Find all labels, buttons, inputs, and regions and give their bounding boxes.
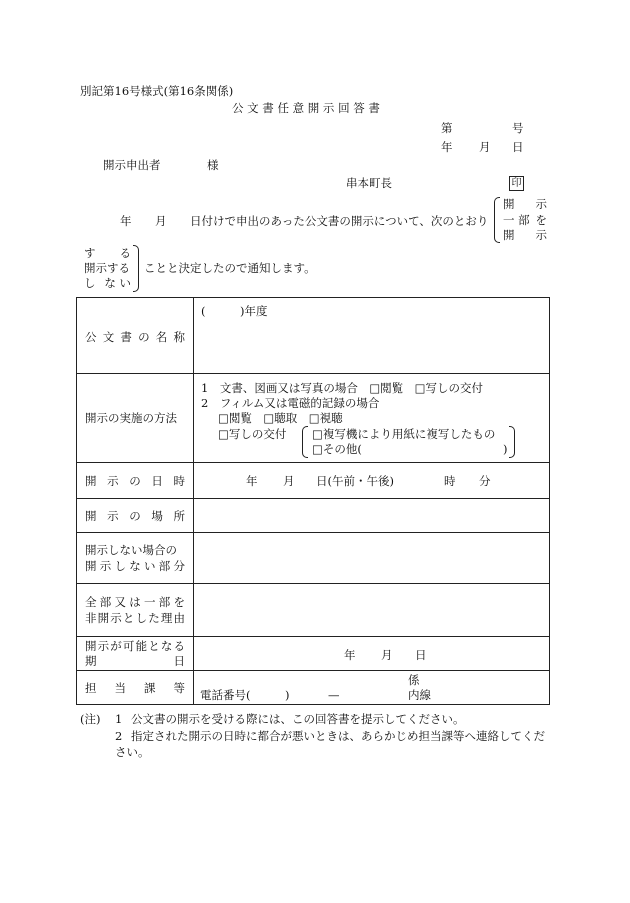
disclosure-table [76,297,550,705]
form-number: 別記第16号様式(第16条関係) [80,84,234,98]
option-bracket-left [494,197,500,243]
honorific: 様 [207,158,219,172]
copy-option-photocopy: □複写機により用紙に複写したもの [312,427,496,441]
method-item-1: 1 文書、図画又は写真の場合 □閲覧 □写しの交付 [201,381,484,395]
copy-option-other: □その他( [312,442,362,456]
issuer-name: 串本町長 [346,176,392,190]
label-reason-line1: 全 部 又 は 一 部 を [85,595,185,609]
phone-label: 電話番号( ) [200,688,290,702]
body-line2: ことと決定したので通知します。 [144,261,316,275]
datetime-day: 日(午前・午後) [316,474,394,488]
method-item-2-options: □閲覧 □聴取 □視聴 [218,411,343,425]
document-title: 公 文 書 任 意 開 示 回 答 書 [232,101,380,115]
decision-do: す る [84,246,131,260]
row-department [77,671,550,705]
date-year: 年 [441,140,453,154]
row-place [77,499,550,533]
body-line1: 日付けで申出のあった公文書の開示について、次のとおり [190,214,489,228]
notes-prefix: (注) [80,712,101,726]
decision-label: 開示する [84,261,130,275]
copy-option-other-close: ) [503,442,508,456]
body-year: 年 [120,214,132,228]
number-prefix: 第 [441,121,453,135]
decision-not: し な い [84,276,131,290]
fiscal-year-field: ( )年度 [201,304,268,318]
section-label: 係 [408,673,420,687]
copy-bracket-right [509,426,515,458]
number-suffix: 号 [512,121,524,135]
label-place: 開 示 の 場 所 [85,509,185,523]
label-reason-line2: 非 開 示 と し た 理 由 [85,611,185,625]
note-2-line1: 指定された開示の日時に都合が悪いときは、あらかじめ担当課等へ連絡してくだ [131,729,545,743]
row-document-name [77,298,550,374]
label-department: 担 当 課 等 [85,681,185,695]
label-available-line1: 開 示 が 可 能 と な る [85,639,185,653]
date-day: 日 [512,140,524,154]
seal-stamp: 印 [509,176,524,191]
date-month: 月 [479,140,491,154]
label-datetime: 開 示 の 日 時 [85,474,185,488]
method-item-2: 2 フィルム又は電磁的記録の場合 [201,396,380,410]
option-disclose: 開 示 [503,228,547,242]
label-undisclosed-line2: 開 示 し な い 部 分 [85,559,185,573]
row-nondisclosure-reason [77,584,550,637]
datetime-year: 年 [246,474,258,488]
row-method [77,374,550,463]
copy-bracket-left [302,426,308,458]
method-copy: □写しの交付 [218,427,287,441]
datetime-hour: 時 [444,474,456,488]
body-month: 月 [155,214,167,228]
label-method: 開示の実施の方法 [85,411,177,425]
option-full: 開 示 [503,197,547,211]
decision-bracket-right [133,245,139,292]
row-available-date [77,637,550,671]
note-1: 公文書の開示を受ける際には、この回答書を提示してください。 [131,712,465,726]
row-datetime [77,463,550,499]
available-day: 日 [415,648,427,662]
requester-label: 開示申出者 [103,158,161,172]
extension-label: 内線 [408,688,431,702]
label-available-line2: 期 日 [85,654,185,668]
phone-dash: — [328,688,340,702]
row-undisclosed-part [77,533,550,584]
available-month: 月 [381,648,393,662]
label-undisclosed-line1: 開示しない場合の [85,543,177,557]
note-2-number: 2 [115,729,123,743]
available-year: 年 [344,648,356,662]
note-1-number: 1 [115,712,123,726]
note-2-line2: さい。 [115,745,150,759]
label-document-name: 公 文 書 の 名 称 [85,330,185,344]
option-partial: 一 部 を [503,213,547,227]
datetime-minute: 分 [479,474,491,488]
datetime-month: 月 [283,474,295,488]
